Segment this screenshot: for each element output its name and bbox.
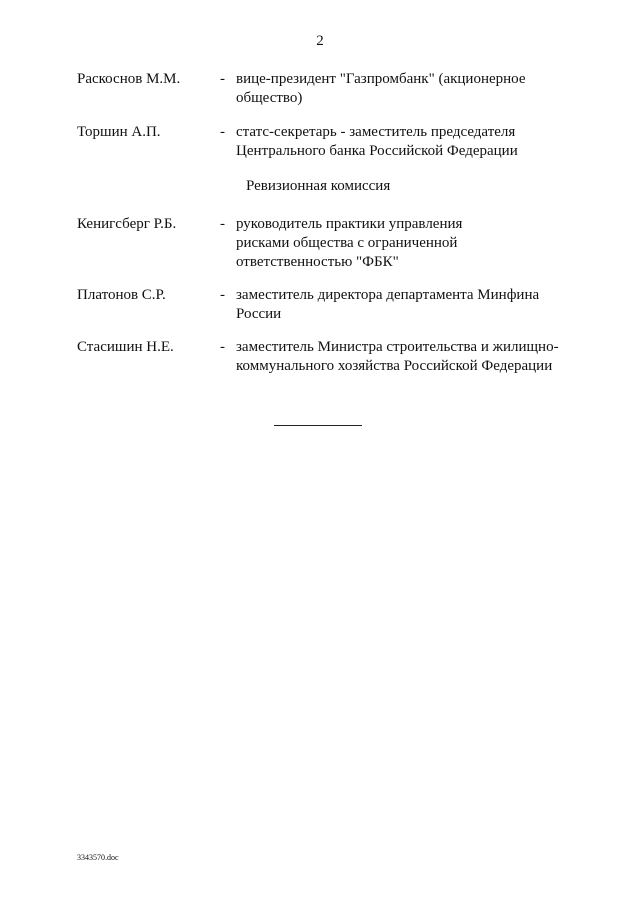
member-role: заместитель директора департамента Минфина России [236, 287, 540, 322]
member-dash: - [220, 216, 225, 232]
page-number: 2 [316, 33, 324, 49]
member-dash: - [220, 287, 225, 303]
member-name: Раскоснов М.М. [77, 71, 181, 87]
audit-commission-heading: Ревизионная комиссия [246, 178, 391, 194]
member-name: Торшин А.П. [77, 124, 161, 140]
member-dash: - [220, 124, 225, 140]
member-name: Платонов С.Р. [77, 287, 166, 303]
member-role: заместитель Министра строительства и жилищно- коммунального хозяйства Российской Федерации [236, 339, 559, 374]
member-name: Стасишин Н.Е. [77, 339, 174, 355]
file-reference: 3343570.doc [77, 853, 119, 862]
member-dash: - [220, 339, 225, 355]
member-name: Кенигсберг Р.Б. [77, 216, 177, 232]
member-role: руководитель практики управления рисками общества с ограниченной ответственностью "ФБК" [236, 216, 463, 270]
member-role: статс-секретарь - заместитель председателя Центрального банка Российской Федерации [236, 124, 518, 159]
member-dash: - [220, 71, 225, 87]
member-role: вице-президент "Газпромбанк" (акционерное общество) [236, 71, 526, 106]
end-rule [274, 425, 362, 426]
